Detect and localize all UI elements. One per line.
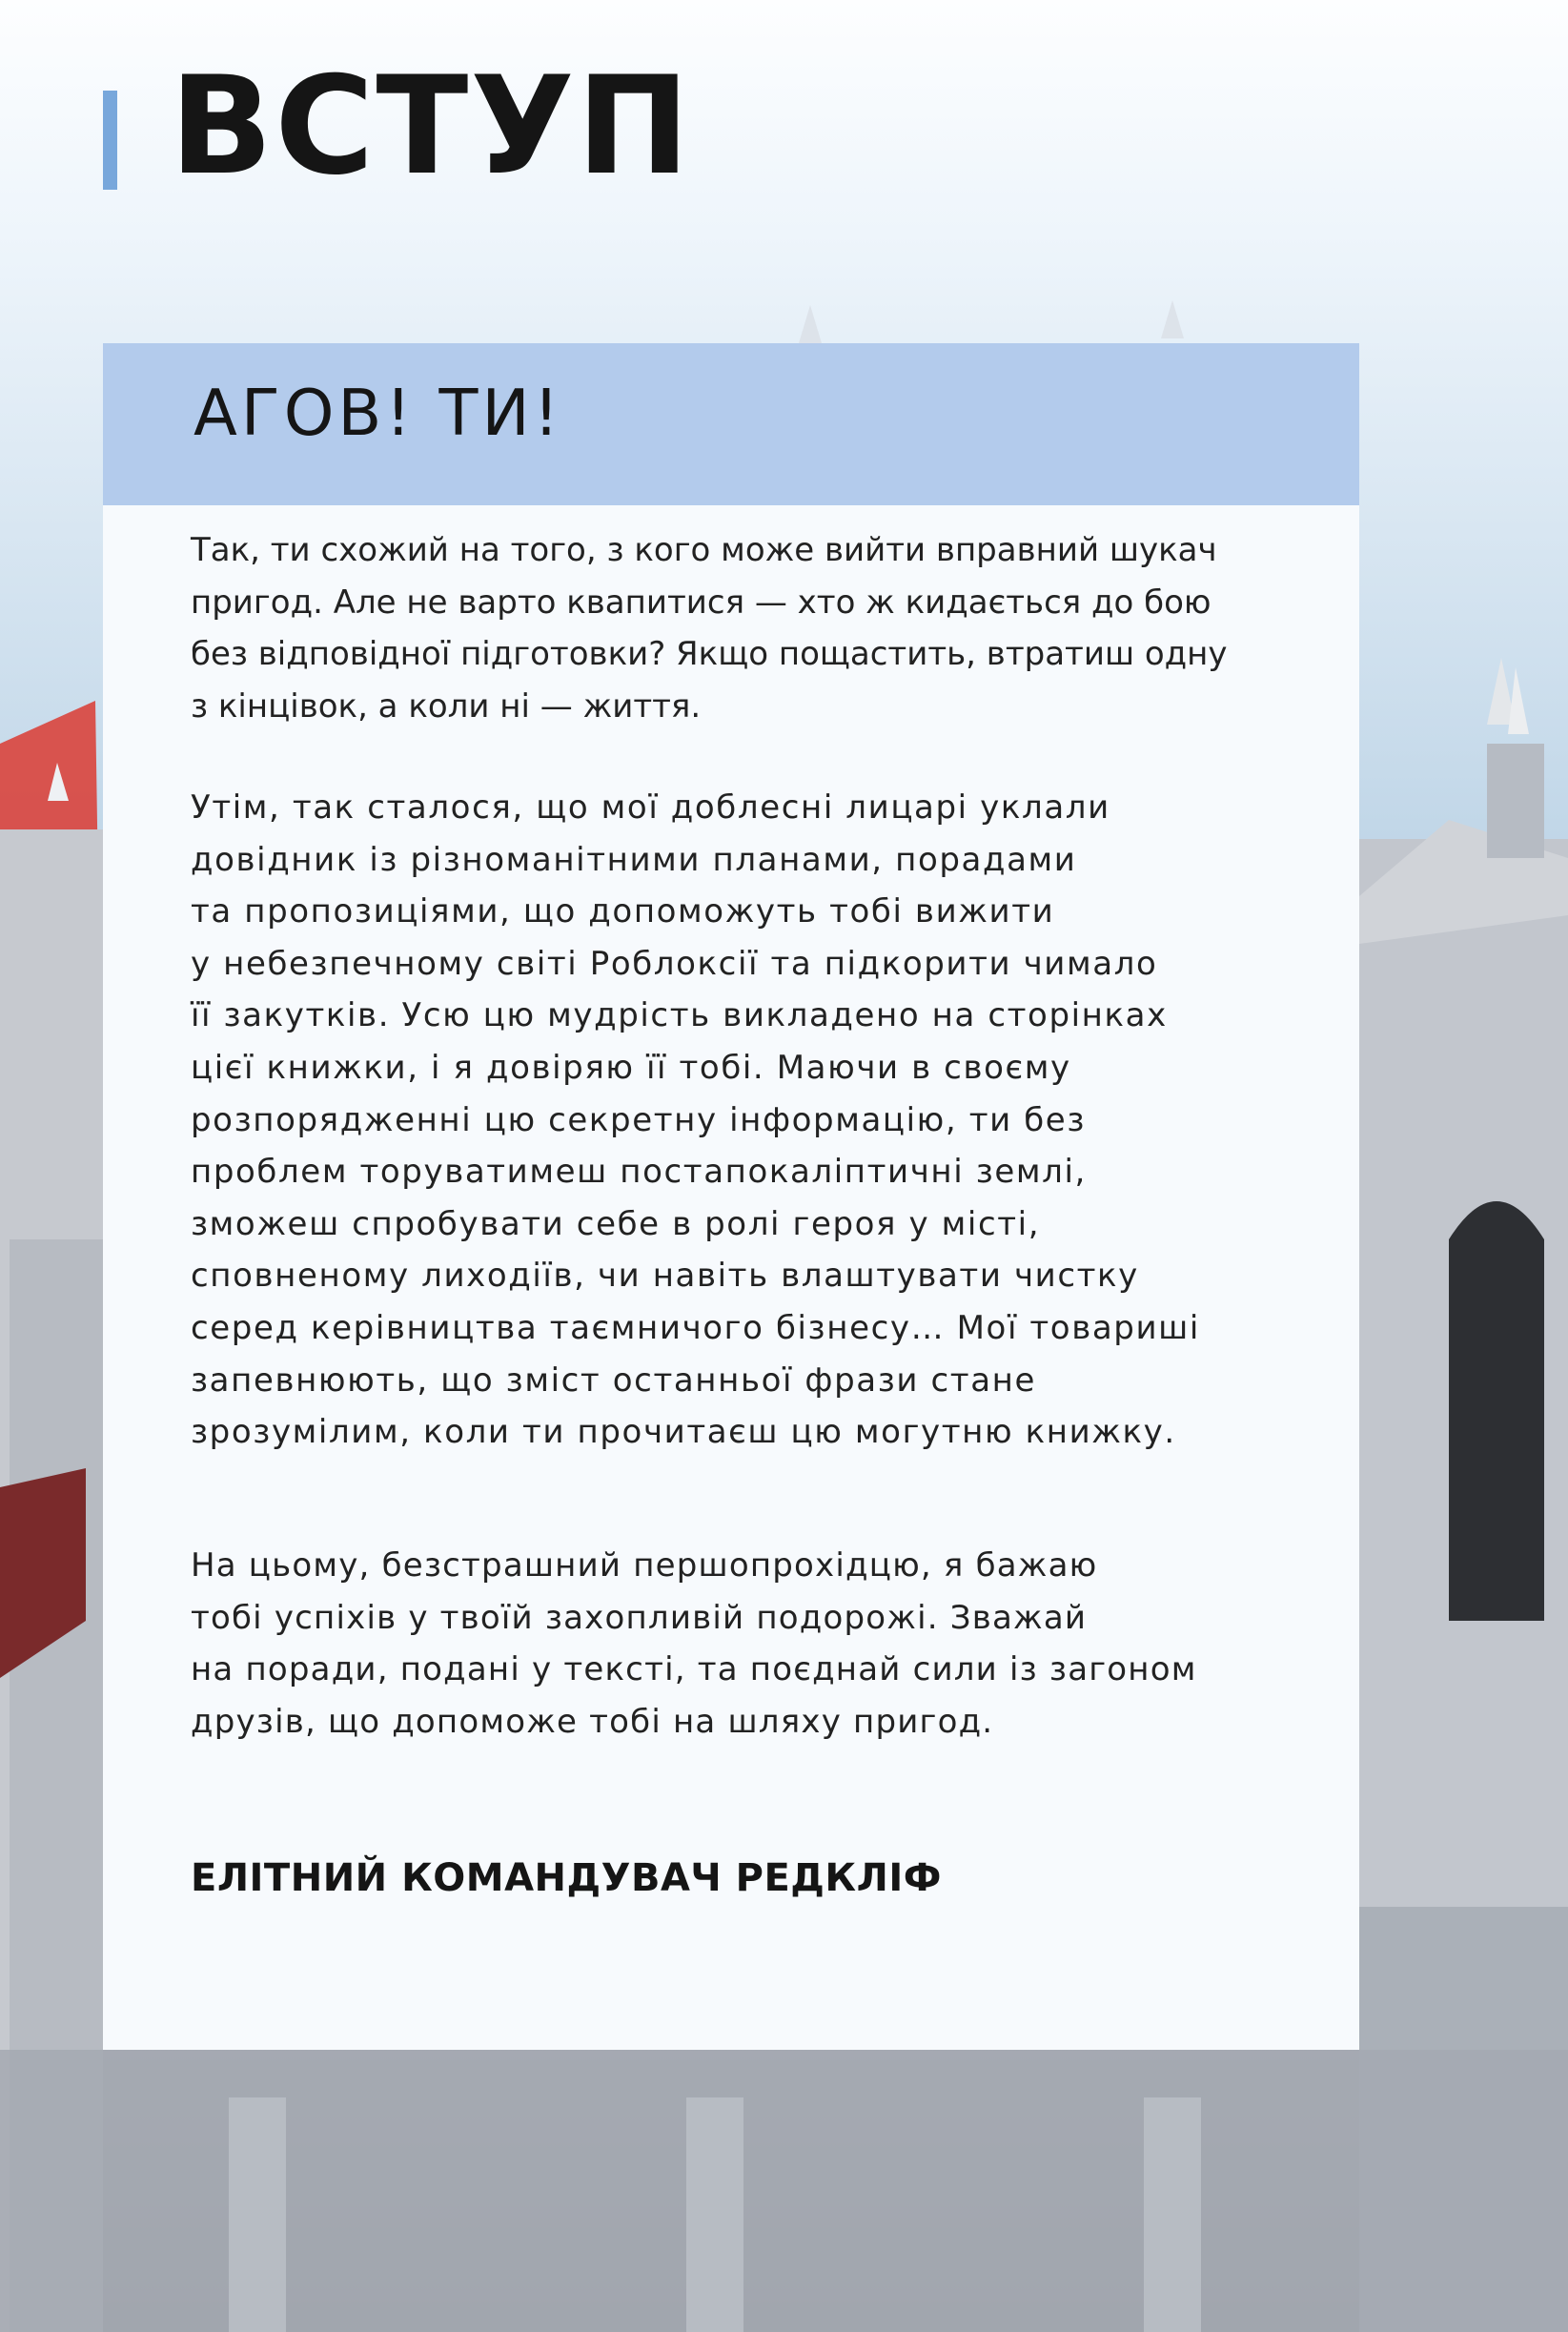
paragraph-3: На цьому, безстрашний першопрохідцю, я бажаю тобі успіхів у твоїй захопливій подорожі. Зважай на поради, подані у тексті, та поєднай сили із загоном друзів, що допоможе тобі на шляху пригод.: [191, 1546, 1197, 1741]
paragraph-1: Так, ти схожий на того, з кого може вийти вправний шукач пригод. Але не варто квапитися — хто ж кидається до бою без відповідної підготовки? Якщо пощастить, втратиш одну з кінцівок, а коли ні — життя.: [191, 531, 1228, 726]
title-accent-bar: [103, 91, 117, 190]
card-body: [103, 505, 1359, 2050]
card-heading: АГОВ! ТИ!: [193, 376, 563, 450]
paragraph-2: Утім, так сталося, що мої доблесні лицарі уклали довідник із різноманітними планами, порадами та пропозиціями, що допоможуть тобі вижити у небезпечному світі Роблоксії та підкорити чимало її закутків. Усю цю мудрість викладено на сторінках цієї книжки, і я довіряю її тобі. Маючи в своєму розпорядженні цю секретну інформацію, ти без проблем торуватимеш постапокаліптичні землі, зможеш спробувати себе в ролі героя у місті, сповненому лиходіїв, чи навіть влаштувати чистку серед керівництва таємничого бізнесу… Мої товариші запевнюють, що зміст останньої фрази стане зрозумілим, коли ти прочитаєш цю могутню книжку.: [191, 788, 1200, 1452]
card-header: [103, 343, 1359, 505]
page-title: ВСТУП: [170, 48, 692, 205]
intro-card: [103, 343, 1359, 2050]
signature: ЕЛІТНИЙ КОМАНДУВАЧ РЕДКЛІФ: [191, 1856, 942, 1900]
